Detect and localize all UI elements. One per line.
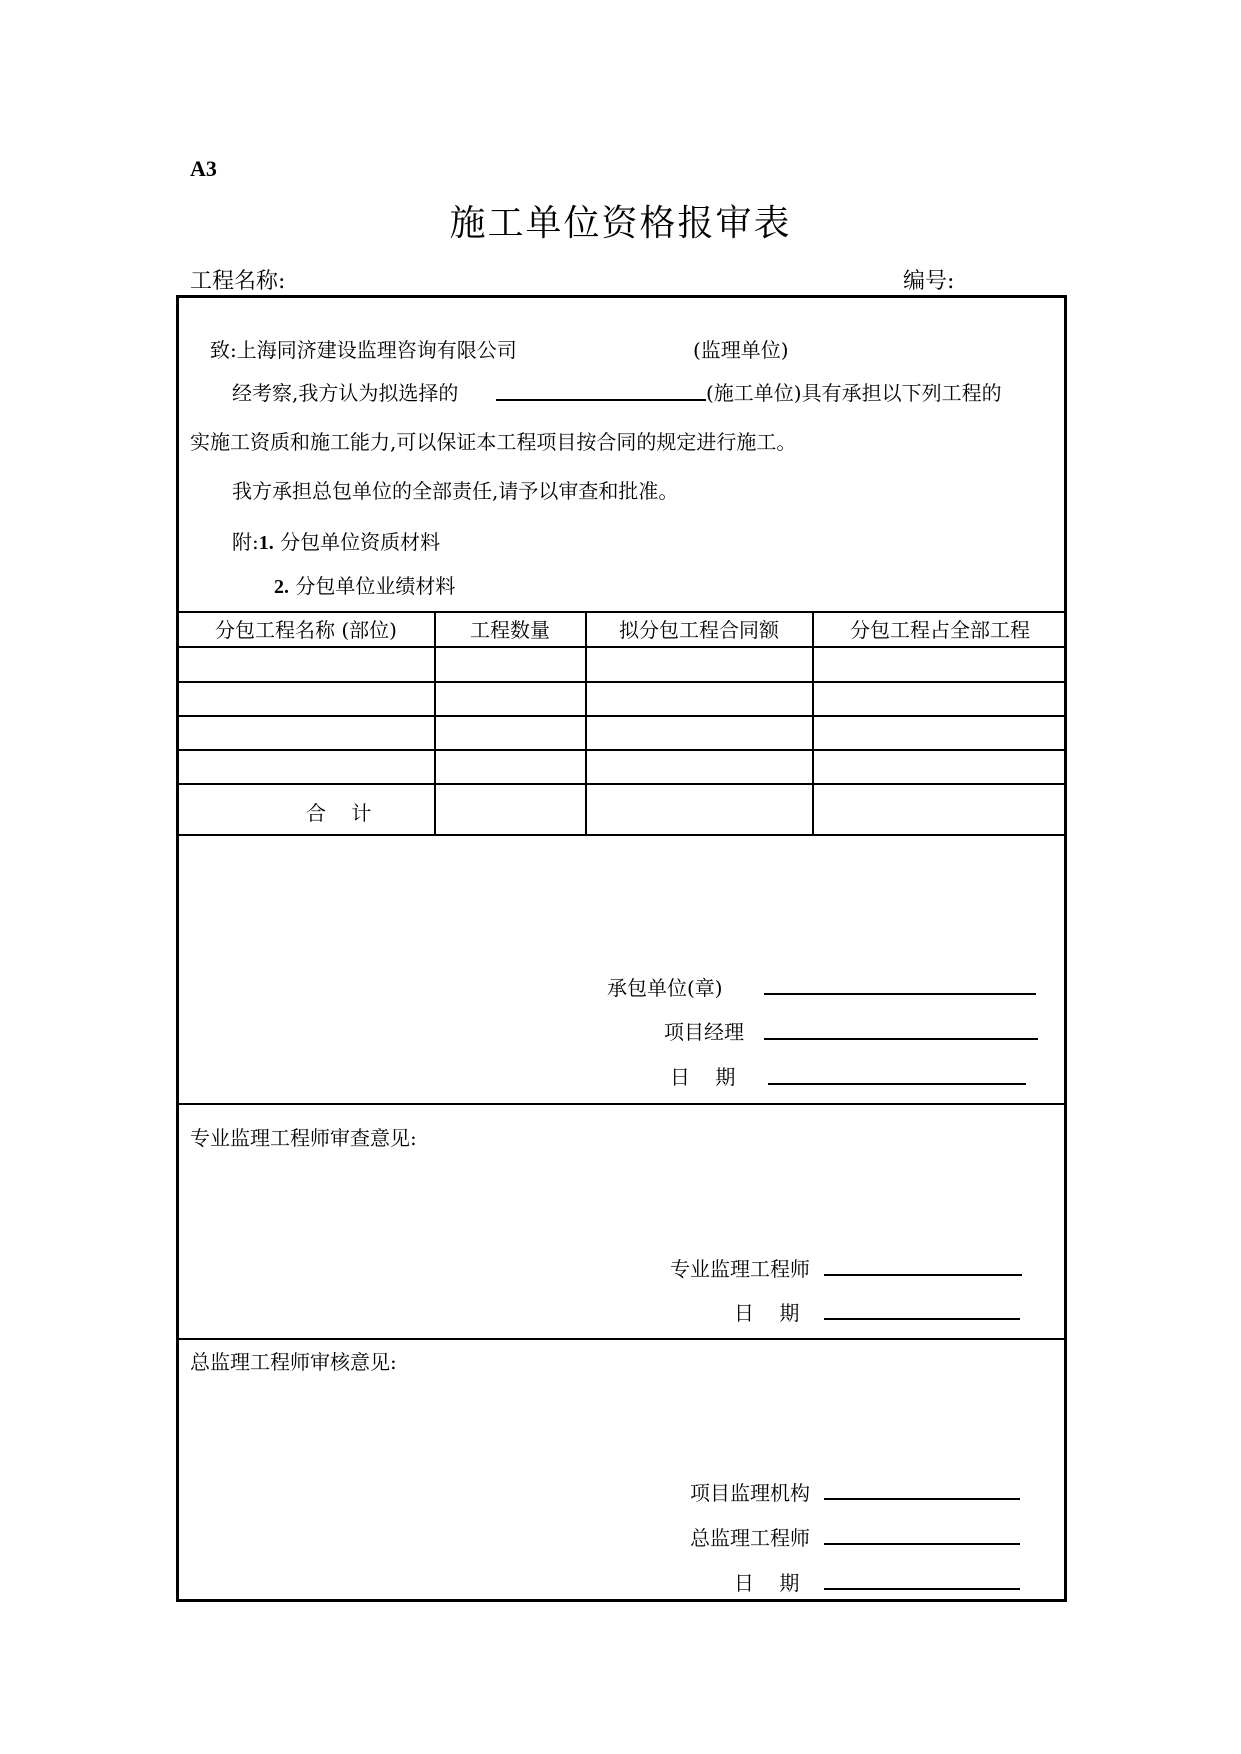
project-manager-blank[interactable] <box>764 1038 1038 1040</box>
specialist-engineer-blank[interactable] <box>824 1274 1022 1276</box>
specialist-date-label: 日 期 <box>734 1301 800 1325</box>
document-title: 施工单位资格报审表 <box>449 203 792 244</box>
statement-line-1-prefix: 经考察,我方认为拟选择的 <box>232 381 459 405</box>
total-quantity-cell[interactable] <box>436 785 584 833</box>
table-cell[interactable] <box>178 717 434 748</box>
specialist-date-blank[interactable] <box>824 1318 1020 1320</box>
attachment-2 <box>274 570 455 599</box>
table-top-border <box>176 611 1067 613</box>
attach-1-text: 分包单位资质材料 <box>280 530 441 554</box>
table-cell[interactable] <box>814 683 1064 714</box>
chief-review-title: 总监理工程师审核意见: <box>190 1350 397 1374</box>
supervisor-unit-note: (监理单位) <box>693 338 789 362</box>
table-cell[interactable] <box>178 683 434 714</box>
contractor-name-blank[interactable] <box>496 399 706 401</box>
project-name-label: 工程名称: <box>190 269 286 294</box>
total-label: 合 计 <box>306 801 372 825</box>
table-bottom-border <box>176 834 1067 836</box>
chief-date-blank[interactable] <box>824 1588 1020 1590</box>
form-code: A3 <box>190 156 217 181</box>
addressee-line <box>210 334 517 363</box>
statement-line-2: 实施工资质和施工能力,可以保证本工程项目按合同的规定进行施工。 <box>190 430 797 454</box>
col-header-amount: 拟分包工程合同额 <box>619 618 779 642</box>
table-cell[interactable] <box>587 751 811 782</box>
attachment-1 <box>232 526 440 555</box>
section-divider <box>176 1103 1067 1105</box>
table-cell[interactable] <box>587 648 811 679</box>
specialist-engineer-label: 专业监理工程师 <box>670 1257 810 1281</box>
attach-2-text: 分包单位业绩材料 <box>295 574 456 598</box>
contractor-seal-label: 承包单位(章) <box>607 976 723 1000</box>
attach-2-num: 2. <box>274 576 289 598</box>
col-header-name: 分包工程名称 (部位) <box>215 618 397 642</box>
contractor-seal-blank[interactable] <box>764 993 1036 995</box>
table-cell[interactable] <box>587 717 811 748</box>
project-manager-label: 项目经理 <box>664 1020 744 1044</box>
contractor-date-label: 日 期 <box>670 1065 736 1089</box>
supervision-org-label: 项目监理机构 <box>690 1481 810 1505</box>
table-cell[interactable] <box>814 648 1064 679</box>
attach-label: 附: <box>232 530 259 554</box>
col-header-ratio: 分包工程占全部工程 <box>850 618 1030 642</box>
statement-line-1-suffix: (施工单位)具有承担以下列工程的 <box>706 381 1002 405</box>
attach-1-num: 1. <box>258 532 274 554</box>
document-number-label: 编号: <box>903 269 955 294</box>
table-cell[interactable] <box>436 751 584 782</box>
table-cell[interactable] <box>436 717 584 748</box>
chief-date-label: 日 期 <box>734 1571 800 1595</box>
chief-engineer-label: 总监理工程师 <box>690 1526 810 1550</box>
contractor-date-blank[interactable] <box>768 1083 1026 1085</box>
statement-line-3: 我方承担总包单位的全部责任,请予以审查和批准。 <box>232 479 679 503</box>
table-cell[interactable] <box>178 648 434 679</box>
col-header-quantity: 工程数量 <box>470 618 550 642</box>
supervision-org-blank[interactable] <box>824 1498 1020 1500</box>
total-ratio-cell[interactable] <box>814 785 1064 833</box>
table-cell[interactable] <box>814 717 1064 748</box>
specialist-review-title: 专业监理工程师审查意见: <box>190 1126 417 1150</box>
total-amount-cell[interactable] <box>587 785 811 833</box>
table-cell[interactable] <box>814 751 1064 782</box>
table-cell[interactable] <box>178 751 434 782</box>
section-divider <box>176 1338 1067 1340</box>
table-cell[interactable] <box>587 683 811 714</box>
table-cell[interactable] <box>436 683 584 714</box>
to-label: 致: <box>210 338 237 362</box>
supervisor-company: 上海同济建设监理咨询有限公司 <box>236 338 517 362</box>
table-cell[interactable] <box>436 648 584 679</box>
chief-engineer-blank[interactable] <box>824 1543 1020 1545</box>
